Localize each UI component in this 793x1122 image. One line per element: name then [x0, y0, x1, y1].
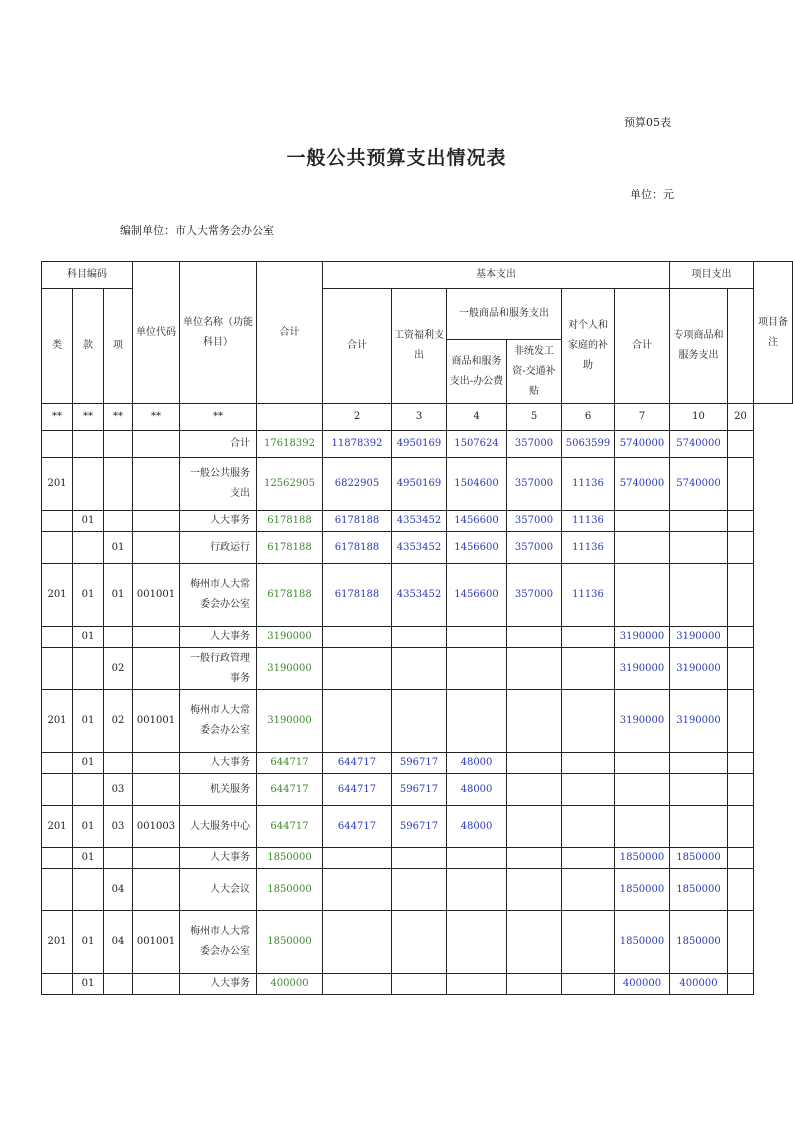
column-index-cell: **: [42, 404, 73, 431]
cell-unit-code: 001001: [133, 564, 180, 627]
cell-personal: [562, 848, 615, 869]
cell-wages: [392, 869, 447, 911]
cell-personal: [562, 974, 615, 995]
cell-unit-name: 人大事务: [180, 974, 257, 995]
header-goods-office: 商品和服务支出-办公费: [447, 340, 507, 404]
cell-total: 3190000: [257, 690, 323, 753]
header-special-goods: 专项商品和服务支出: [670, 289, 728, 404]
cell-personal: 11136: [562, 458, 615, 511]
cell-special-goods: 3190000: [670, 648, 728, 690]
header-remarks: 项目备注: [754, 262, 793, 404]
cell-xiang: [104, 431, 133, 458]
cell-unit-code: [133, 753, 180, 774]
cell-personal: [562, 690, 615, 753]
table-row: [42, 869, 793, 911]
cell-total: 644717: [257, 774, 323, 806]
table-row: [42, 774, 793, 806]
cell-special-goods: 5740000: [670, 458, 728, 511]
cell-wages: [392, 648, 447, 690]
table-row: [42, 458, 793, 511]
cell-xiang: 02: [104, 648, 133, 690]
cell-wages: [392, 911, 447, 974]
column-index-cell: 3: [392, 404, 447, 431]
cell-unit-name: 人大事务: [180, 627, 257, 648]
cell-kuan: [73, 869, 104, 911]
cell-kuan: [73, 648, 104, 690]
cell-wages: 4353452: [392, 564, 447, 627]
table-body: [42, 431, 793, 995]
column-index-cell: 10: [670, 404, 728, 431]
cell-unit-code: [133, 431, 180, 458]
table-row: [42, 627, 793, 648]
cell-lei: [42, 627, 73, 648]
cell-total: 1850000: [257, 869, 323, 911]
cell-basic-total: [323, 848, 392, 869]
cell-remark: [728, 532, 754, 564]
cell-wages: [392, 690, 447, 753]
cell-xiang: 03: [104, 774, 133, 806]
cell-unit-code: [133, 627, 180, 648]
column-index-cell: 2: [323, 404, 392, 431]
cell-non-wage: [507, 627, 562, 648]
cell-wages: 4353452: [392, 511, 447, 532]
cell-kuan: 01: [73, 690, 104, 753]
header-basic-total: 合计: [323, 289, 392, 404]
cell-unit-code: [133, 974, 180, 995]
cell-total: 1850000: [257, 911, 323, 974]
cell-lei: 201: [42, 806, 73, 848]
cell-unit-name: 一般公共服务支出: [180, 458, 257, 511]
header-unit-name: 单位名称（功能科目）: [180, 262, 257, 404]
header-subject-code: 科目编码: [42, 262, 133, 289]
cell-non-wage: [507, 869, 562, 911]
cell-personal: 11136: [562, 532, 615, 564]
cell-personal: [562, 648, 615, 690]
budget-table: [41, 261, 793, 995]
cell-kuan: [73, 431, 104, 458]
cell-xiang: [104, 753, 133, 774]
cell-unit-code: [133, 648, 180, 690]
cell-remark: [728, 564, 754, 627]
currency-unit: 单位：元: [630, 188, 674, 201]
cell-personal: [562, 869, 615, 911]
cell-project-total: [615, 564, 670, 627]
cell-lei: [42, 648, 73, 690]
cell-total: 400000: [257, 974, 323, 995]
cell-project-total: 3190000: [615, 627, 670, 648]
cell-remark: [728, 511, 754, 532]
cell-wages: 4950169: [392, 431, 447, 458]
cell-unit-code: [133, 458, 180, 511]
cell-non-wage: 357000: [507, 431, 562, 458]
cell-goods-office: [447, 627, 507, 648]
cell-special-goods: [670, 753, 728, 774]
table-row: [42, 648, 793, 690]
cell-wages: 596717: [392, 806, 447, 848]
cell-lei: [42, 511, 73, 532]
cell-xiang: 02: [104, 690, 133, 753]
cell-special-goods: [670, 511, 728, 532]
header-basic: 基本支出: [323, 262, 670, 289]
cell-goods-office: 1456600: [447, 511, 507, 532]
cell-non-wage: 357000: [507, 458, 562, 511]
cell-unit-code: 001001: [133, 690, 180, 753]
cell-total: 3190000: [257, 627, 323, 648]
cell-personal: 11136: [562, 511, 615, 532]
cell-goods-office: 48000: [447, 806, 507, 848]
cell-kuan: 01: [73, 806, 104, 848]
table-header: [42, 262, 793, 431]
cell-non-wage: [507, 806, 562, 848]
cell-unit-name: 机关服务: [180, 774, 257, 806]
cell-project-total: [615, 532, 670, 564]
cell-xiang: [104, 974, 133, 995]
cell-remark: [728, 911, 754, 974]
cell-remark: [728, 848, 754, 869]
column-index-cell: **: [104, 404, 133, 431]
cell-special-goods: [670, 564, 728, 627]
column-index-cell: [257, 404, 323, 431]
cell-kuan: 01: [73, 848, 104, 869]
cell-personal: [562, 627, 615, 648]
cell-total: 644717: [257, 753, 323, 774]
cell-remark: [728, 690, 754, 753]
column-index-cell: 6: [562, 404, 615, 431]
compiling-unit: 编制单位：市人大常务会办公室: [120, 224, 274, 237]
cell-xiang: [104, 848, 133, 869]
table-row: [42, 753, 793, 774]
cell-total: 1850000: [257, 848, 323, 869]
cell-wages: 4353452: [392, 532, 447, 564]
column-index-row: [42, 404, 793, 431]
cell-unit-name: 合计: [180, 431, 257, 458]
cell-goods-office: 1507624: [447, 431, 507, 458]
cell-basic-total: [323, 974, 392, 995]
cell-lei: [42, 974, 73, 995]
cell-xiang: [104, 511, 133, 532]
cell-goods-office: 48000: [447, 753, 507, 774]
cell-wages: 596717: [392, 753, 447, 774]
cell-lei: [42, 532, 73, 564]
cell-special-goods: 400000: [670, 974, 728, 995]
header-wages: 工资福利支出: [392, 289, 447, 404]
cell-basic-total: 644717: [323, 806, 392, 848]
table-row: [42, 911, 793, 974]
cell-wages: [392, 974, 447, 995]
cell-goods-office: 1456600: [447, 564, 507, 627]
header-lei: 类: [42, 289, 73, 404]
header-goods-group: 一般商品和服务支出: [447, 289, 562, 340]
cell-project-total: 400000: [615, 974, 670, 995]
cell-total: 6178188: [257, 564, 323, 627]
cell-special-goods: 1850000: [670, 848, 728, 869]
cell-kuan: 01: [73, 627, 104, 648]
cell-xiang: 01: [104, 532, 133, 564]
cell-remark: [728, 774, 754, 806]
cell-kuan: 01: [73, 564, 104, 627]
cell-project-total: 1850000: [615, 869, 670, 911]
header-unit-code: 单位代码: [133, 262, 180, 404]
cell-goods-office: 48000: [447, 774, 507, 806]
cell-basic-total: 6822905: [323, 458, 392, 511]
cell-goods-office: [447, 911, 507, 974]
cell-kuan: 01: [73, 974, 104, 995]
cell-unit-name: 人大事务: [180, 848, 257, 869]
cell-special-goods: 3190000: [670, 627, 728, 648]
cell-basic-total: [323, 627, 392, 648]
cell-project-total: 5740000: [615, 458, 670, 511]
cell-remark: [728, 431, 754, 458]
cell-project-total: [615, 806, 670, 848]
cell-basic-total: [323, 690, 392, 753]
cell-total: 3190000: [257, 648, 323, 690]
cell-special-goods: 1850000: [670, 911, 728, 974]
cell-kuan: [73, 532, 104, 564]
cell-unit-code: [133, 511, 180, 532]
header-xiang: 项: [104, 289, 133, 404]
cell-project-total: 1850000: [615, 911, 670, 974]
cell-project-total: 3190000: [615, 648, 670, 690]
cell-total: 644717: [257, 806, 323, 848]
cell-remark: [728, 458, 754, 511]
cell-total: 6178188: [257, 532, 323, 564]
table-row: [42, 431, 793, 458]
column-index-cell: **: [73, 404, 104, 431]
cell-kuan: 01: [73, 911, 104, 974]
cell-personal: [562, 753, 615, 774]
cell-xiang: [104, 458, 133, 511]
header-non-wage: 非统发工资-交通补贴: [507, 340, 562, 404]
cell-unit-code: [133, 532, 180, 564]
cell-unit-name: 梅州市人大常委会办公室: [180, 911, 257, 974]
cell-wages: 4950169: [392, 458, 447, 511]
cell-non-wage: [507, 690, 562, 753]
cell-remark: [728, 806, 754, 848]
cell-project-total: 3190000: [615, 690, 670, 753]
cell-remark: [728, 869, 754, 911]
table-row: [42, 690, 793, 753]
cell-project-total: [615, 774, 670, 806]
cell-xiang: 01: [104, 564, 133, 627]
cell-wages: [392, 627, 447, 648]
cell-special-goods: [670, 806, 728, 848]
cell-unit-name: 梅州市人大常委会办公室: [180, 564, 257, 627]
cell-lei: 201: [42, 564, 73, 627]
column-index-cell: 5: [507, 404, 562, 431]
column-index-cell: 20: [728, 404, 754, 431]
cell-goods-office: [447, 848, 507, 869]
cell-project-total: 5740000: [615, 431, 670, 458]
cell-goods-office: [447, 869, 507, 911]
header-kuan: 款: [73, 289, 104, 404]
cell-unit-code: [133, 869, 180, 911]
cell-unit-name: 行政运行: [180, 532, 257, 564]
table-row: [42, 806, 793, 848]
cell-unit-code: 001001: [133, 911, 180, 974]
cell-unit-name: 一般行政管理事务: [180, 648, 257, 690]
cell-lei: [42, 848, 73, 869]
table-row: [42, 532, 793, 564]
cell-wages: [392, 848, 447, 869]
column-index-cell: 4: [447, 404, 507, 431]
cell-unit-code: [133, 774, 180, 806]
cell-kuan: 01: [73, 753, 104, 774]
cell-special-goods: 1850000: [670, 869, 728, 911]
cell-basic-total: 6178188: [323, 564, 392, 627]
table-row: [42, 511, 793, 532]
cell-personal: 5063599: [562, 431, 615, 458]
cell-non-wage: 357000: [507, 511, 562, 532]
cell-total: 6178188: [257, 511, 323, 532]
cell-project-total: [615, 511, 670, 532]
cell-personal: [562, 774, 615, 806]
cell-non-wage: 357000: [507, 564, 562, 627]
cell-unit-code: 001003: [133, 806, 180, 848]
column-index-cell: 7: [615, 404, 670, 431]
cell-non-wage: [507, 648, 562, 690]
cell-non-wage: 357000: [507, 532, 562, 564]
column-index-cell: **: [133, 404, 180, 431]
cell-goods-office: [447, 974, 507, 995]
cell-special-goods: [670, 774, 728, 806]
cell-personal: 11136: [562, 564, 615, 627]
cell-basic-total: 11878392: [323, 431, 392, 458]
column-index-cell: **: [180, 404, 257, 431]
cell-non-wage: [507, 753, 562, 774]
cell-kuan: [73, 774, 104, 806]
cell-basic-total: [323, 911, 392, 974]
cell-goods-office: [447, 690, 507, 753]
cell-basic-total: 6178188: [323, 532, 392, 564]
cell-remark: [728, 627, 754, 648]
header-total: 合计: [257, 262, 323, 404]
cell-basic-total: [323, 648, 392, 690]
table-row: [42, 848, 793, 869]
cell-kuan: 01: [73, 511, 104, 532]
cell-special-goods: [670, 532, 728, 564]
form-number: 预算05表: [624, 116, 671, 129]
cell-remark: [728, 974, 754, 995]
cell-lei: [42, 869, 73, 911]
cell-remark: [728, 648, 754, 690]
cell-personal: [562, 806, 615, 848]
cell-lei: 201: [42, 911, 73, 974]
cell-basic-total: 6178188: [323, 511, 392, 532]
cell-lei: [42, 431, 73, 458]
cell-total: 17618392: [257, 431, 323, 458]
cell-non-wage: [507, 848, 562, 869]
cell-xiang: 04: [104, 869, 133, 911]
cell-unit-name: 人大事务: [180, 511, 257, 532]
cell-unit-name: 人大服务中心: [180, 806, 257, 848]
cell-basic-total: 644717: [323, 774, 392, 806]
cell-wages: 596717: [392, 774, 447, 806]
cell-project-total: 1850000: [615, 848, 670, 869]
cell-unit-name: 梅州市人大常委会办公室: [180, 690, 257, 753]
header-personal: 对个人和家庭的补助: [562, 289, 615, 404]
cell-kuan: [73, 458, 104, 511]
page-title: 一般公共预算支出情况表: [286, 147, 507, 169]
table-row: [42, 974, 793, 995]
cell-total: 12562905: [257, 458, 323, 511]
cell-xiang: [104, 627, 133, 648]
cell-special-goods: 5740000: [670, 431, 728, 458]
cell-xiang: 03: [104, 806, 133, 848]
cell-basic-total: 644717: [323, 753, 392, 774]
cell-project-total: [615, 753, 670, 774]
table-row: [42, 564, 793, 627]
cell-xiang: 04: [104, 911, 133, 974]
cell-lei: 201: [42, 458, 73, 511]
cell-personal: [562, 911, 615, 974]
cell-non-wage: [507, 974, 562, 995]
cell-goods-office: 1504600: [447, 458, 507, 511]
cell-special-goods: 3190000: [670, 690, 728, 753]
cell-goods-office: [447, 648, 507, 690]
cell-non-wage: [507, 911, 562, 974]
cell-unit-code: [133, 848, 180, 869]
cell-unit-name: 人大会议: [180, 869, 257, 911]
header-project-total: 合计: [615, 289, 670, 404]
cell-remark: [728, 753, 754, 774]
header-project: 项目支出: [670, 262, 754, 289]
cell-basic-total: [323, 869, 392, 911]
cell-unit-name: 人大事务: [180, 753, 257, 774]
cell-goods-office: 1456600: [447, 532, 507, 564]
cell-lei: 201: [42, 690, 73, 753]
cell-lei: [42, 774, 73, 806]
cell-lei: [42, 753, 73, 774]
cell-non-wage: [507, 774, 562, 806]
